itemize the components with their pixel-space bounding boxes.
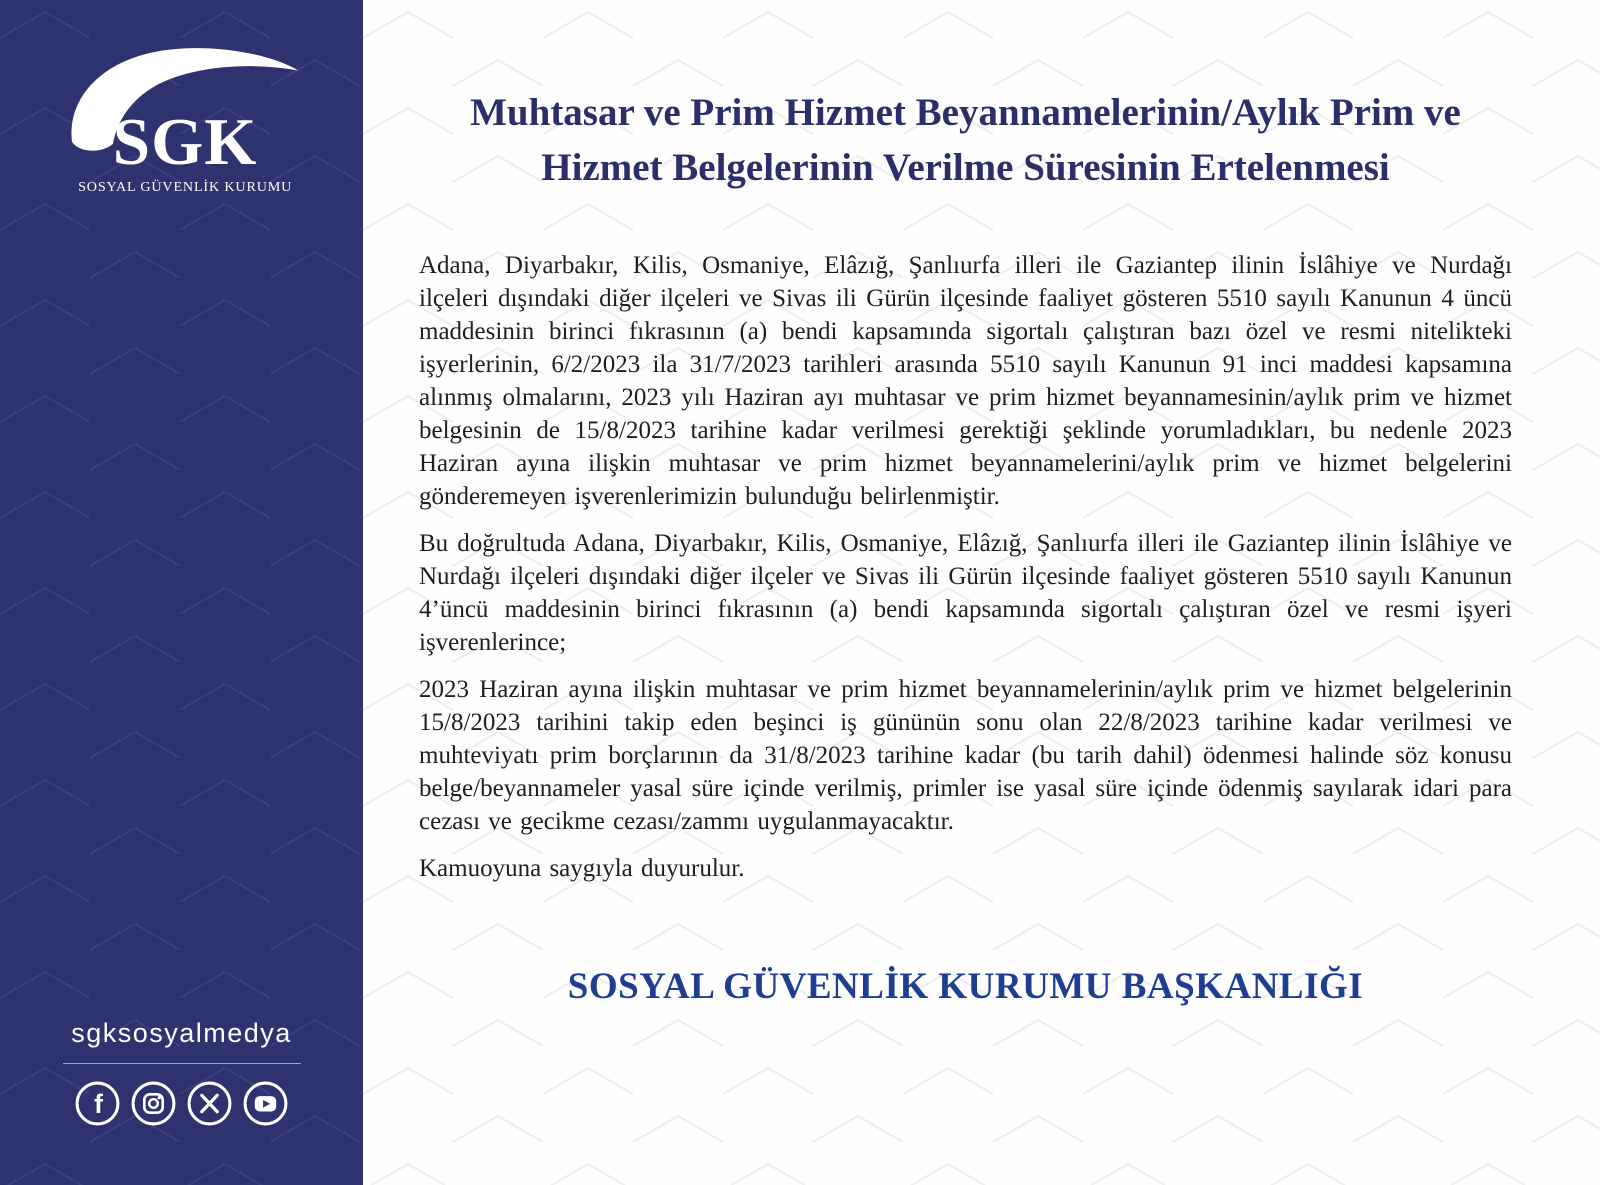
closing-line: Kamuoyuna saygıyla duyurulur. — [419, 855, 745, 883]
social-icons-row — [0, 1080, 363, 1127]
page-title: Muhtasar ve Prim Hizmet Beyannamelerinin/Aylık Prim ve Hizmet Belgelerinin Verilme Süresinin Ertelenmesi — [470, 91, 1461, 189]
body-paragraph: Bu doğrultuda Adana, Diyarbakır, Kilis, Osmaniye, Elâzığ, Şanlıurfa illeri ile Gaziantep ilinin İslâhiye ve Nurdağı ilçeleri dışındaki diğer ilçeler ve Sivas ili Gürün ilçesinde faaliyet gösteren 5510 sayılı Kanunun 4’üncü maddesinin birinci fıkrasının (a) bendi kapsamında sigortalı çalıştıran özel ve resmi işyeri işverenlerince; — [419, 530, 1512, 657]
social-divider — [63, 1063, 301, 1064]
svg-text:f: f — [94, 1089, 103, 1120]
youtube-icon[interactable] — [242, 1080, 289, 1127]
footer-heading: SOSYAL GÜVENLİK KURUMU BAŞKANLIĞI — [567, 966, 1364, 1008]
sgk-logo — [51, 38, 313, 206]
x-twitter-icon[interactable] — [186, 1080, 233, 1127]
logo-abbr-text: SGK — [112, 103, 258, 179]
body-paragraph: 2023 Haziran ayına ilişkin muhtasar ve prim hizmet beyannamelerinin/aylık prim ve hizmet belgelerinin 15/8/2023 tarihini takip eden beşinci iş gününün sonu olan 22/8/2023 tarihine kadar verilmesi ve muhteviyatı prim borçlarının da 31/8/2023 tarihine kadar (bu tarih dahil) ödenmesi halinde söz konusu belge/beyannameler yasal süre içinde verilmiş, primler ise yasal süre içinde ödenmiş sayılarak idari para cezası ve gecikme cezası/zammı uygulanmayacaktır. — [419, 676, 1512, 836]
document-body — [419, 249, 1512, 885]
social-handle: sgksosyalmedya — [71, 1018, 292, 1048]
sidebar — [0, 0, 363, 1185]
main-content — [363, 0, 1600, 1185]
logo-subtitle-text: SOSYAL GÜVENLİK KURUMU — [77, 179, 292, 196]
instagram-icon[interactable] — [130, 1080, 177, 1127]
social-block — [0, 1018, 363, 1127]
facebook-icon[interactable] — [74, 1080, 121, 1127]
body-paragraph: Adana, Diyarbakır, Kilis, Osmaniye, Elâzığ, Şanlıurfa illeri ile Gaziantep ilinin İslâhiye ve Nurdağı ilçeleri dışındaki diğer ilçeleri ve Sivas ili Gürün ilçesinde faaliyet gösteren 5510 sayılı Kanunun 4 üncü maddesinin birinci fıkrasının (a) bendi kapsamında sigortalı çalıştıran bazı özel ve resmi nitelikteki işyerlerinin, 6/2/2023 ila 31/7/2023 tarihleri arasında 5510 sayılı Kanunun 91 inci maddesi kapsamına alınmış olmalarını, 2023 yılı Haziran ayı muhtasar ve prim hizmet beyannamesinin/aylık prim ve hizmet belgesinin de 15/8/2023 tarihine kadar verilmesi gerektiği şeklinde yorumladıkları, bu nedenle 2023 Haziran ayına ilişkin muhtasar ve prim hizmet beyannamelerini/aylık prim ve hizmet belgelerini gönderemeyen işverenlerimizin bulunduğu belirlenmiştir. — [419, 252, 1512, 511]
